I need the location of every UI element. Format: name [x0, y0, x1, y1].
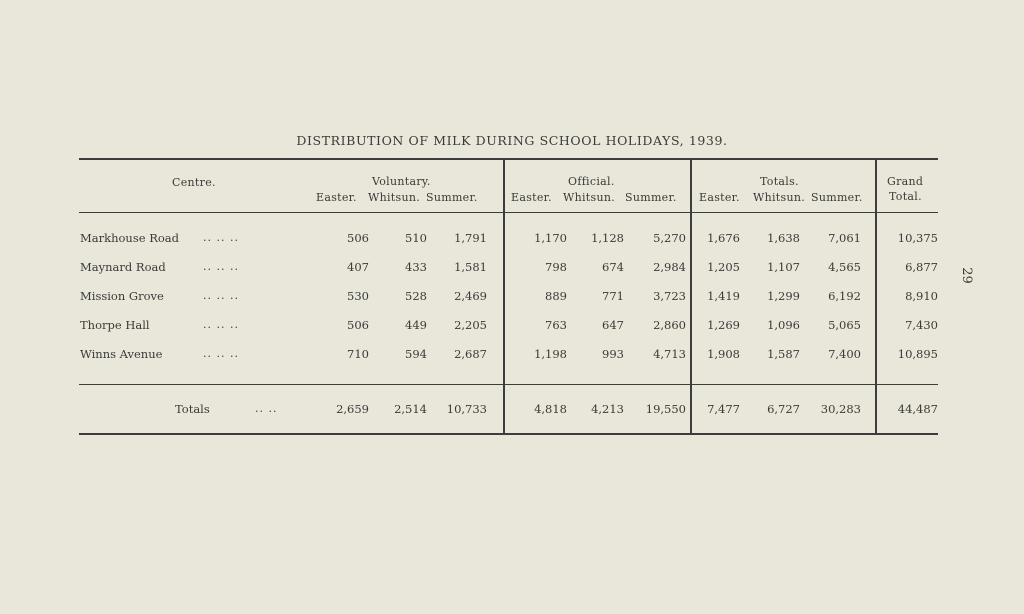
- value-cell: 5,065: [828, 318, 861, 332]
- value-cell: 1,908: [707, 347, 740, 361]
- value-cell: 8,910: [905, 289, 938, 303]
- header-official: Official.: [568, 175, 615, 188]
- totals-rule: [79, 384, 938, 385]
- centre-name: Markhouse Road: [80, 231, 179, 245]
- value-cell: 674: [602, 260, 624, 274]
- value-cell: 3,723: [653, 289, 686, 303]
- value-cell: 6,877: [905, 260, 938, 274]
- value-cell: 2,687: [454, 347, 487, 361]
- value-cell: 1,581: [454, 260, 487, 274]
- value-cell: 1,096: [767, 318, 800, 332]
- value-cell: 30,283: [820, 402, 861, 416]
- leader-dots: .. .. ..: [203, 289, 239, 302]
- leader-dots: .. .. ..: [203, 260, 239, 273]
- value-cell: 528: [405, 289, 427, 303]
- leader-dots: .. .. ..: [203, 347, 239, 360]
- value-cell: 1,791: [454, 231, 487, 245]
- separator-voluntary-official: [503, 160, 505, 433]
- value-cell: 4,213: [591, 402, 624, 416]
- value-cell: 5,270: [653, 231, 686, 245]
- value-cell: 889: [545, 289, 567, 303]
- value-cell: 44,487: [897, 402, 938, 416]
- header-totals-whitsun: Whitsun.: [753, 191, 806, 204]
- value-cell: 2,514: [394, 402, 427, 416]
- value-cell: 1,299: [767, 289, 800, 303]
- leader-dots: .. .. ..: [203, 231, 239, 244]
- header-voluntary-summer: Summer.: [426, 191, 478, 204]
- value-cell: 2,469: [454, 289, 487, 303]
- bottom-rule: [79, 433, 938, 435]
- value-cell: 2,860: [653, 318, 686, 332]
- value-cell: 407: [347, 260, 369, 274]
- value-cell: 1,638: [767, 231, 800, 245]
- value-cell: 1,170: [534, 231, 567, 245]
- value-cell: 506: [347, 231, 369, 245]
- value-cell: 2,205: [454, 318, 487, 332]
- leader-dots: .. .. ..: [203, 318, 239, 331]
- value-cell: 1,107: [767, 260, 800, 274]
- centre-name: Mission Grove: [80, 289, 164, 303]
- value-cell: 798: [545, 260, 567, 274]
- value-cell: 1,587: [767, 347, 800, 361]
- value-cell: 7,400: [828, 347, 861, 361]
- value-cell: 530: [347, 289, 369, 303]
- value-cell: 1,676: [707, 231, 740, 245]
- header-rule: [79, 212, 938, 213]
- top-rule: [79, 158, 938, 160]
- header-totals-easter: Easter.: [699, 191, 740, 204]
- value-cell: 1,128: [591, 231, 624, 245]
- header-totals: Totals.: [760, 175, 799, 188]
- value-cell: 10,733: [446, 402, 487, 416]
- value-cell: 710: [347, 347, 369, 361]
- value-cell: 4,565: [828, 260, 861, 274]
- value-cell: 993: [602, 347, 624, 361]
- value-cell: 771: [602, 289, 624, 303]
- table-title: DISTRIBUTION OF MILK DURING SCHOOL HOLIDAYS, 1939.: [296, 133, 728, 148]
- header-voluntary-whitsun: Whitsun.: [368, 191, 421, 204]
- value-cell: 510: [405, 231, 427, 245]
- value-cell: 506: [347, 318, 369, 332]
- value-cell: 433: [405, 260, 427, 274]
- header-official-whitsun: Whitsun.: [563, 191, 616, 204]
- value-cell: 1,198: [534, 347, 567, 361]
- totals-label: Totals: [175, 402, 210, 416]
- value-cell: 6,192: [828, 289, 861, 303]
- header-voluntary: Voluntary.: [372, 175, 431, 188]
- header-official-summer: Summer.: [625, 191, 677, 204]
- value-cell: 449: [405, 318, 427, 332]
- value-cell: 1,269: [707, 318, 740, 332]
- page-number: 29: [958, 267, 974, 284]
- value-cell: 10,375: [897, 231, 938, 245]
- value-cell: 1,419: [707, 289, 740, 303]
- value-cell: 19,550: [645, 402, 686, 416]
- value-cell: 6,727: [767, 402, 800, 416]
- header-official-easter: Easter.: [511, 191, 552, 204]
- header-grand: Grand: [887, 175, 924, 188]
- centre-name: Thorpe Hall: [80, 318, 150, 332]
- header-voluntary-easter: Easter.: [316, 191, 357, 204]
- header-centre: Centre.: [172, 176, 216, 189]
- value-cell: 7,477: [707, 402, 740, 416]
- leader-dots: .. ..: [255, 402, 278, 415]
- value-cell: 647: [602, 318, 624, 332]
- value-cell: 763: [545, 318, 567, 332]
- value-cell: 7,430: [905, 318, 938, 332]
- value-cell: 1,205: [707, 260, 740, 274]
- centre-name: Maynard Road: [80, 260, 166, 274]
- value-cell: 7,061: [828, 231, 861, 245]
- header-grand-total: Total.: [889, 190, 922, 203]
- value-cell: 4,818: [534, 402, 567, 416]
- value-cell: 4,713: [653, 347, 686, 361]
- value-cell: 2,984: [653, 260, 686, 274]
- separator-totals-grand: [875, 160, 877, 433]
- centre-name: Winns Avenue: [80, 347, 163, 361]
- value-cell: 2,659: [336, 402, 369, 416]
- value-cell: 10,895: [897, 347, 938, 361]
- value-cell: 594: [405, 347, 427, 361]
- header-totals-summer: Summer.: [811, 191, 863, 204]
